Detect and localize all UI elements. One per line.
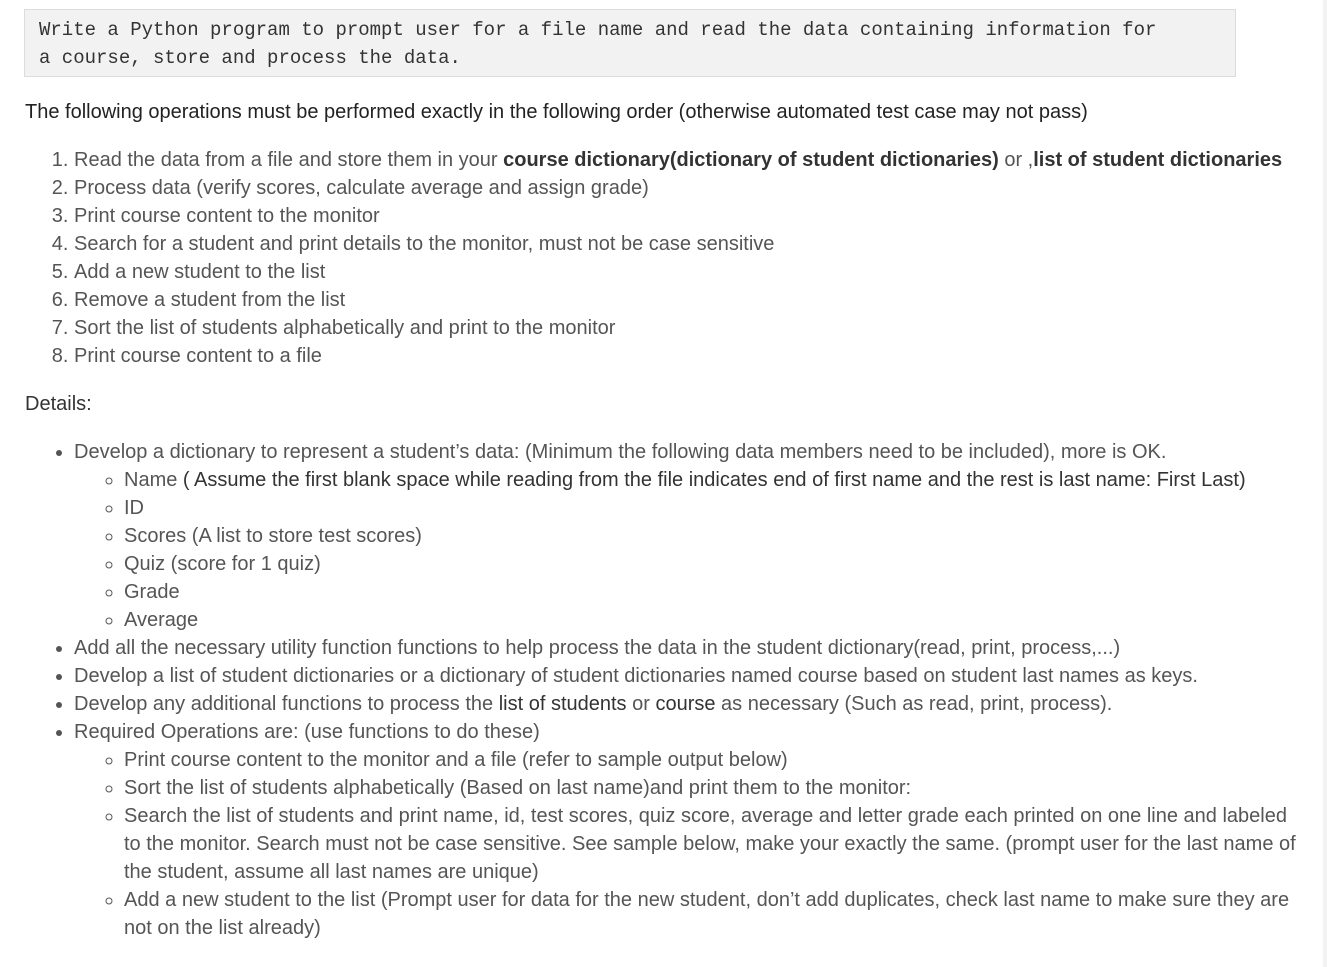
step-item: 1. Read the data from a file and store them in your course dictionary(dictionary of student dictionaries) or ,list of student dictionaries: [74, 146, 1282, 174]
code-line-1: Write a Python program to prompt user for a file name and read the data containing information for: [39, 19, 1157, 41]
step-item: 6. Remove a student from the list: [74, 286, 1282, 314]
list-item: ◦ Average: [124, 606, 1299, 634]
step-item: 3. Print course content to the monitor: [74, 202, 1282, 230]
step-item: 8. Print course content to a file: [74, 342, 1282, 370]
name-note: ( Assume the first blank space while reading from the file indicates end of first name and the rest is last name: First Last): [182, 469, 1246, 491]
step-item: 2. Process data (verify scores, calculate average and assign grade): [74, 174, 1282, 202]
list-item: • Develop a dictionary to represent a student’s data: (Minimum the following data members need to be included), more is OK. ◦ Name ( Assume the first blank space while reading from the file indicates end of first name and the rest is last name: First Last) ◦ ID ◦ Scores (A list to store test scores) ◦ Quiz (score for 1 quiz) ◦ Grade ◦ Average: [74, 438, 1299, 634]
course-dictionary-term: course dictionary(dictionary of student dictionaries): [503, 149, 999, 171]
step-item: 7. Sort the list of students alphabetically and print to the monitor: [74, 314, 1282, 342]
details-heading: Details:: [25, 393, 92, 415]
data-members-list: [74, 466, 1299, 634]
step-item: 4. Search for a student and print details to the monitor, must not be case sensitive: [74, 230, 1282, 258]
list-item: ◦ Sort the list of students alphabetically (Based on last name)and print them to the monitor:: [124, 774, 1299, 802]
list-item: ◦ Search the list of students and print name, id, test scores, quiz score, average and letter grade each printed on one line and labeled to the monitor. Search must not be case sensitive. See sample below, make your exactly the same. (prompt user for the last name of the student, assume all last names are unique): [124, 802, 1299, 886]
list-of-students-term: list of students: [498, 693, 627, 715]
list-item: ◦ Print course content to the monitor and a file (refer to sample output below): [124, 746, 1299, 774]
scrollbar-track[interactable]: [1323, 0, 1327, 967]
list-dictionaries-term: list of student dictionaries: [1033, 149, 1283, 171]
list-item: ◦ Add a new student to the list (Prompt user for data for the new student, don’t add duplicates, check last name to make sure they are not on the list already): [124, 886, 1299, 942]
code-line-2: a course, store and process the data.: [39, 47, 461, 69]
course-term: course: [655, 693, 716, 715]
details-list: [24, 438, 1299, 942]
list-item: ◦ Grade: [124, 578, 1299, 606]
list-item: ◦ Scores (A list to store test scores): [124, 522, 1299, 550]
list-item: • Add all the necessary utility function functions to help process the data in the student dictionary(read, print, process,...): [74, 634, 1299, 662]
step-item: 5. Add a new student to the list: [74, 258, 1282, 286]
list-item: • Develop any additional functions to process the list of students or course as necessary (Such as read, print, process).: [74, 690, 1299, 718]
list-item: ◦ Name ( Assume the first blank space while reading from the file indicates end of first name and the rest is last name: First Last): [124, 466, 1299, 494]
required-operations-list: [74, 746, 1299, 942]
code-block: [24, 9, 1236, 77]
list-item: • Develop a list of student dictionaries or a dictionary of student dictionaries named course based on student last names as keys.: [74, 662, 1299, 690]
intro-paragraph: The following operations must be performed exactly in the following order (otherwise automated test case may not pass): [25, 101, 1088, 123]
operations-list: [24, 146, 1282, 370]
list-item: • Required Operations are: (use functions to do these) ◦ Print course content to the monitor and a file (refer to sample output below) ◦ Sort the list of students alphabetically (Based on last name)and print them to the monitor: ◦ Search the list of students and print name, id, test scores, quiz score, average and letter grade each printed on one line and labeled to the monitor. Search must not be case sensitive. See sample below, make your exactly the same. (prompt user for the last name of the student, assume all last names are unique) ◦ Add a new student to the list (Prompt user for data for the new student, don’t add duplicates, check last name to make sure they are not on the list already): [74, 718, 1299, 942]
list-item: ◦ ID: [124, 494, 1299, 522]
list-item: ◦ Quiz (score for 1 quiz): [124, 550, 1299, 578]
